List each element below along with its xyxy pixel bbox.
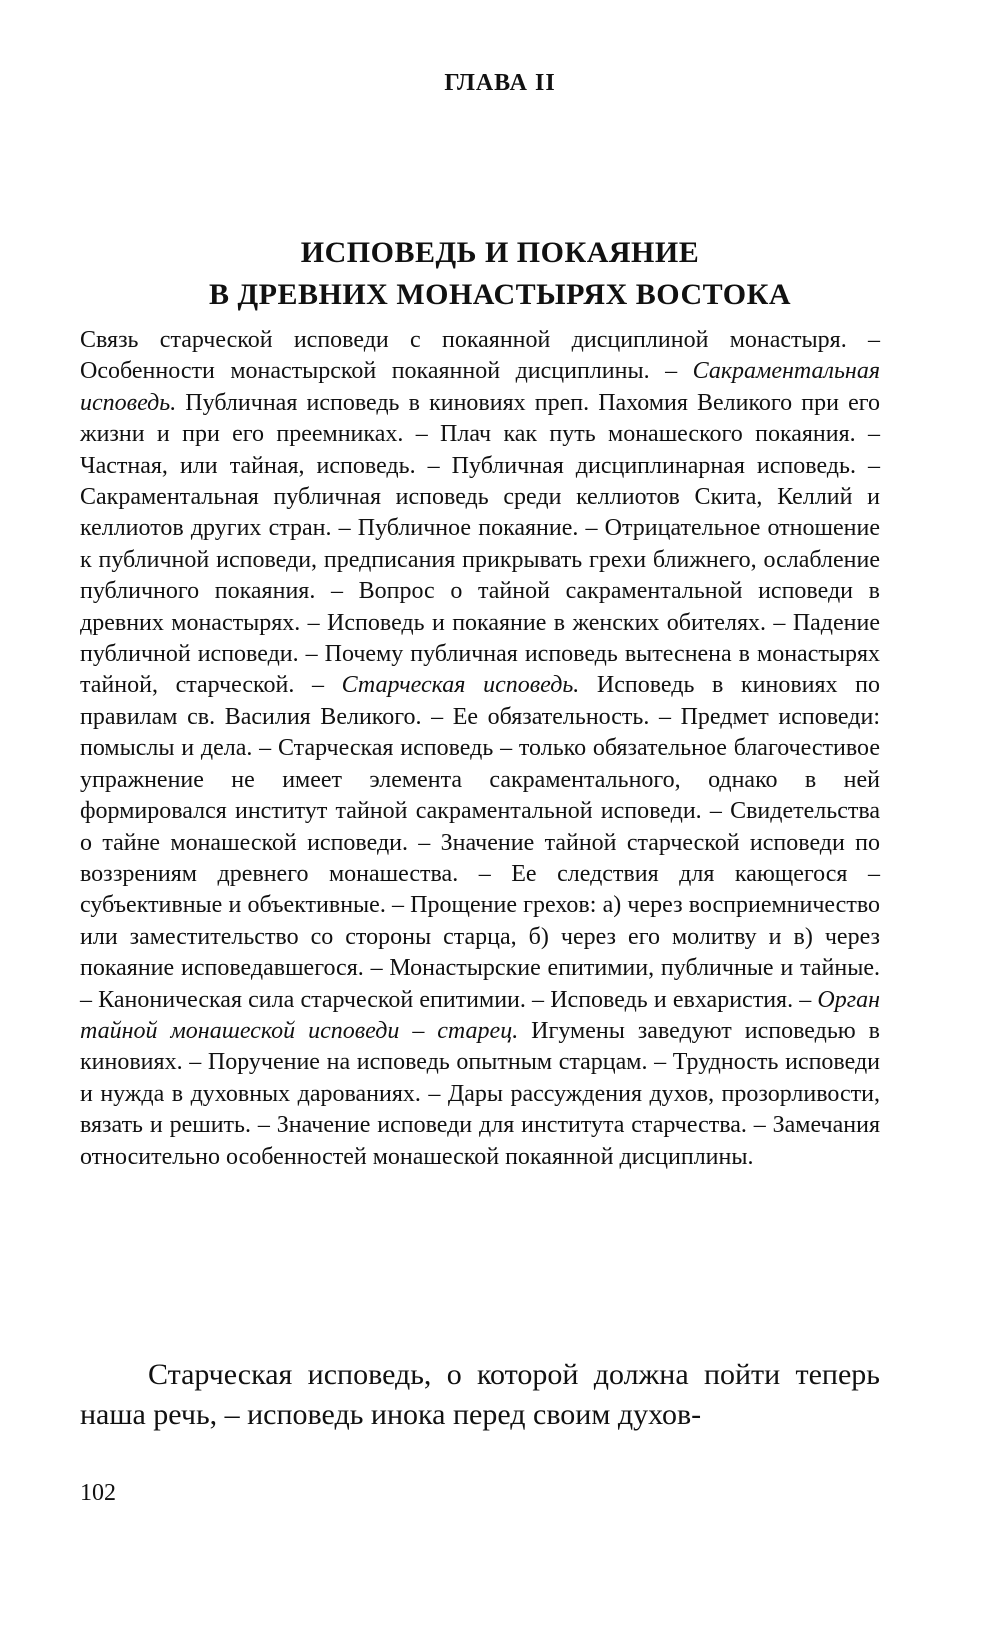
summary-text-2: Публичная исповедь в киновиях преп. Пахомия Великого при его жизни и при его преемниках. – Плач как путь монашеского покаяния. – Частная, или тайная, исповедь. – Публичная дисциплинарная исповедь. – Сакраментальная публичная исповедь среди келлиотов Скита, Келлий и келлиотов других стран. – Публичное покаяние. – Отрицательное отношение к публичной исповеди, предписания прикрывать грехи ближнего, ослабление публичного покаяния. – Вопрос о тайной сакраментальной исповеди в древних монастырях. – Исповедь и покаяние в женских обителях. – Падение публичной исповеди. – Почему публичная исповедь вытеснена в монастырях тайной, старческой. – xyxy=(80,389,880,699)
summary-text-4: Игумены заведуют исповедью в киновиях. – Поручение на исповедь опытным старцам. – Трудность исповеди и нужда в духовных дарованиях. – Дары рассуждения духов, прозорливости, вязать и решить. – Значение исповеди для института старчества. – Замечания относительно особенностей монашеской покаянной дисциплины. xyxy=(80,1017,880,1170)
summary-italic-3: Орган тайной монашеской исповеди – старец. xyxy=(80,986,880,1044)
page-number: 102 xyxy=(80,1480,116,1506)
summary-text-1: Связь старческой исповеди с покаянной дисциплиной монастыря. – Особенности монастырской покаянной дисциплины. – xyxy=(80,327,880,385)
body-paragraph-text: Старческая исповедь, о которой должна пойти теперь наша речь, – исповедь инока перед своим духов- xyxy=(80,1358,880,1431)
chapter-summary xyxy=(80,325,880,1173)
summary-text-3: Исповедь в киновиях по правилам св. Василия Великого. – Ее обязательность. – Предмет исповеди: помыслы и дела. – Старческая исповедь – только обязательное благочестивое упражнение не имеет элемента сакраментального, однако в ней формировался институт тайной сакраментальной исповеди. – Свидетельства о тайне монашеской исповеди. – Значение тайной старческой исповеди по воззрениям древнего монашества. – Ее следствия для кающегося – субъективные и объективные. – Прощение грехов: а) через восприемничество или заместительство со стороны старца, б) через его молитву и в) через покаяние исповедавшегося. – Монастырские епитимии, публичные и тайные. – Каноническая сила старческой епитимии. – Исповедь и евхаристия. – xyxy=(80,672,880,1013)
chapter-title xyxy=(0,232,1000,316)
summary-italic-1: Сакраментальная исповедь. xyxy=(80,358,880,416)
chapter-title-line-2: В ДРЕВНИХ МОНАСТЫРЯХ ВОСТОКА xyxy=(208,278,792,311)
body-paragraph xyxy=(80,1355,880,1435)
chapter-title-line-1: ИСПОВЕДЬ И ПОКАЯНИЕ xyxy=(300,236,700,269)
chapter-label: ГЛАВА II xyxy=(444,70,556,96)
summary-italic-2: Старческая исповедь. xyxy=(341,672,580,699)
